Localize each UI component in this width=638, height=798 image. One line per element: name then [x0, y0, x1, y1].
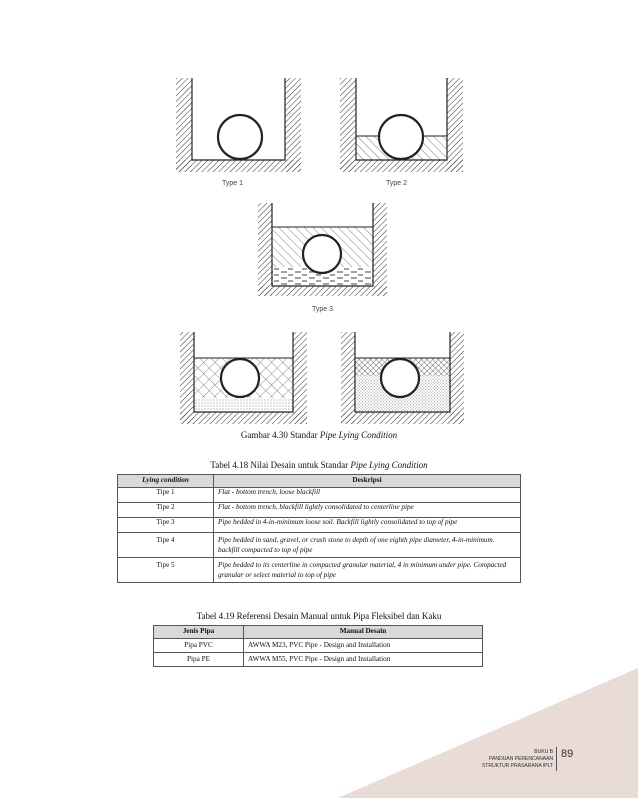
footer-divider [556, 747, 557, 771]
table-row: Tipe 4 Pipe bedded in sand, gravel, or crush stone to depth of one eighth pipe diameter, 4-in-minimum. backfill compacted to top of pipe [118, 533, 521, 558]
lying-condition-table [117, 474, 521, 583]
type4-diagram [180, 332, 307, 424]
column-header: Lying condition [118, 475, 214, 488]
type2-diagram [340, 78, 463, 172]
type1-label: Type 1 [222, 180, 244, 187]
table419-title: Tabel 4.19 Referensi Desain Manual untuk Pipa Fleksibel dan Kaku [196, 611, 442, 621]
footer-decoration [338, 668, 638, 798]
table-row: Tipe 1 Flat - bottom trench, loose blackfill [118, 488, 521, 503]
type3-label: Type 3 [312, 306, 334, 313]
design-manual-table [153, 625, 483, 667]
type3-diagram [258, 203, 387, 296]
figure-caption: Gambar 4.30 Standar Pipe Lying Condition [240, 430, 398, 440]
footer-book-info: BUKU B PANDUAN PERENCANAAN STRUKTUR PRASARANA IPLT [481, 749, 553, 769]
table418-title: Tabel 4.18 Nilai Desain untuk Standar Pipe Lying Condition [210, 460, 428, 470]
table-row: Tipe 3 Pipe bedded in 4-in-minimum loose soil. Backfill lightly consolidated to top of pipe [118, 518, 521, 533]
type5-diagram [341, 332, 464, 424]
table-row: Tipe 5 Pipe bedded to its centerline in compacted granular material, 4 in minimum under pipe. Compacted granular or select material to top of pipe [118, 558, 521, 583]
table-row: Pipa PVC AWWA M23, PVC Pipe - Design and Installation [154, 639, 483, 653]
column-header: Manual Desain [244, 626, 483, 639]
type2-label: Type 2 [386, 180, 408, 187]
table-row: Tipe 2 Flat - bottom trench, blackfill lightly consolidated to centerline pipe [118, 503, 521, 518]
table-row: Pipa PE AWWA M55, PVC Pipe - Design and Installation [154, 653, 483, 667]
column-header: Jenis Pipa [154, 626, 244, 639]
page-number: 89 [561, 748, 574, 760]
column-header: Deskripsi [214, 475, 521, 488]
type1-diagram [176, 78, 301, 172]
